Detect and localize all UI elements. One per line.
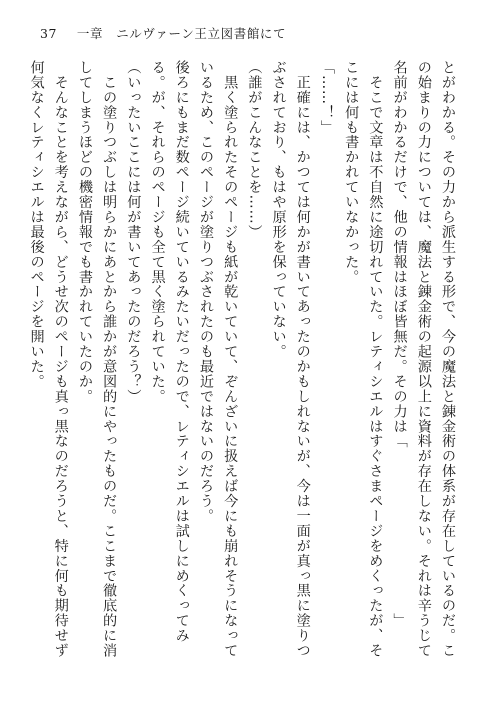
- text-line-16: してしまうほどの機密情報でも書かれていたのか。: [76, 60, 93, 404]
- page-header: [40, 24, 460, 44]
- text-line-6: 「……！」: [318, 60, 335, 135]
- text-line-12: 後ろにもまだ数ページ続いているみたいだったので、レティシエルは試しにめくってみ: [173, 60, 190, 644]
- text-line-1: とがわかる。その力から派生する形で、今の魔法と錬金術の体系が存在しているのだ。こ: [440, 60, 456, 658]
- text-line-3: 名前がわかるだけで、他の情報はほぼ皆無だ。その力は「 」: [391, 60, 408, 629]
- text-line-10: 黒く塗られたそのページも紙が乾いていて、ぞんざいに扱えば今にも崩れそうになって: [222, 60, 239, 658]
- text-line-13: る。が、それらのページも全て黒く塗られていた。: [149, 60, 166, 404]
- text-line-14: （いったいここには何が書いてあったのだろう？）: [125, 60, 142, 404]
- page-number: 37: [40, 26, 57, 41]
- text-line-11: いるため、このページが塗りつぶされたのも最近ではないのだろう。: [197, 60, 214, 524]
- text-line-17: そんなことを考えながら、どうせ次のページも真っ黒なのだろうと、特に何も期待せず: [52, 60, 69, 658]
- chapter-title: 一章 ニルヴァーン王立図書館にて: [76, 26, 287, 41]
- text-line-7: 正確には、かつては何かが書いてあったのかもしれないが、今は一面が真っ黒に塗りつ: [294, 60, 311, 658]
- text-line-9: （誰がこんなことを……）: [246, 60, 263, 240]
- text-line-2: の始まりの力については、魔法と錬金術の起源以上に資料が存在しない。それは辛うじて: [415, 60, 432, 658]
- text-line-18: 何気なくレティシエルは最後のページを開いた。: [28, 60, 45, 389]
- novel-body-text: [28, 60, 460, 680]
- text-line-5: こには何も書かれていなかった。: [343, 60, 360, 285]
- text-line-4: そこで文章は不自然に途切れていた。レティシエルはすぐさまページをめくったが、そ: [367, 60, 384, 658]
- text-line-15: この塗りつぶしは明らかにあとから誰かが意図的にやったものだ。ここまで徹底的に消: [101, 60, 118, 658]
- text-line-8: ぶされており、もはや原形を保っていない。: [270, 60, 287, 359]
